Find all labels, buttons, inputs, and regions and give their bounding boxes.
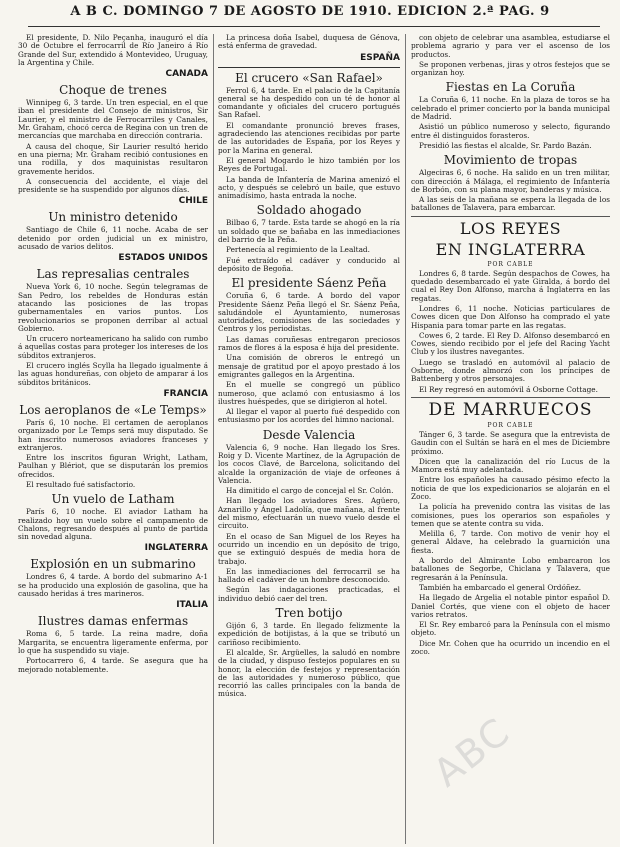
section-sublabel: POR CABLE bbox=[487, 421, 534, 429]
article-paragraph: Algeciras 6, 6 noche. Ha salido en un tren militar, con dirección á Málaga, el regimiento de Infantería de Borbón, con su plana mayor, banderas y música. bbox=[411, 168, 610, 194]
article-paragraph: Valencia 6, 9 noche. Han llegado los Sres. Roig y D. Vicente Martínez, de la Agrupación de los cocos Clavé, de Barcelona, solicitando del alcalde la organización de viaje de orfeones á Valencia. bbox=[218, 442, 400, 485]
article-paragraph: Una comisión de obreros le entregó un mensaje de gratitud por el apoyo prestado á los emigrantes gallegos en la Argentina. bbox=[218, 353, 400, 379]
column-2 bbox=[218, 34, 400, 844]
section-sublabel: POR CABLE bbox=[487, 260, 534, 268]
article-paragraph: Luego se trasladó en automóvil al palacio de Osborne, donde almorzó con los príncipes de Battenberg y otros personajes. bbox=[411, 357, 610, 384]
column-3 bbox=[411, 34, 610, 844]
article-paragraph: En el muelle se congregó un público numeroso, que aclamó con entusiasmo á los ilustres huéspedes, que se dirigieron al hotel. bbox=[218, 380, 400, 406]
article-headline: Ilustres damas enfermas bbox=[37, 614, 189, 629]
page-header bbox=[0, 4, 620, 26]
article-paragraph: Se proponen verbenas, jiras y otros festejos que se organizan hoy. bbox=[411, 59, 610, 78]
column-divider-2 bbox=[405, 34, 406, 844]
article-paragraph: A consecuencia del accidente, el viaje del presidente se ha suspendido por algunos días. bbox=[18, 176, 208, 195]
article-paragraph: El resultado fué satisfactorio. bbox=[26, 479, 136, 489]
article-headline: Soldado ahogado bbox=[256, 203, 362, 218]
section-rule bbox=[411, 397, 610, 398]
country-label: ITALIA bbox=[176, 600, 208, 611]
article-paragraph: Santiago de Chile 6, 11 noche. Acaba de ser detenido por orden judicial un ex ministro, acusado de varios delitos. bbox=[18, 225, 208, 252]
article-paragraph: A causa del choque, Sir Laurier resultó herido en una pierna; Mr. Graham recibió contusiones en una rodilla, y dos maquinistas resultaron gravemente heridos. bbox=[18, 141, 208, 176]
article-paragraph: A bordo del Almirante Lobo embarcaron los batallones de Segorbe, Chiclana y Talavera, que regresarán á la Península. bbox=[411, 556, 610, 582]
article-paragraph: con objeto de celebrar una asamblea, estudiarse el problema agrario y para ver el ascenso de los productos. bbox=[411, 34, 610, 59]
country-label: CANADA bbox=[165, 69, 208, 80]
article-paragraph: Dicen que la canalización del río Lucus de la Mamora está muy adelantada. bbox=[411, 456, 610, 475]
article-paragraph: Portocarrero 6, 4 tarde. Se asegura que ha mejorado notablemente. bbox=[18, 656, 208, 674]
section-rule bbox=[411, 216, 610, 217]
article-headline: Explosión en un submarino bbox=[30, 557, 196, 572]
article-paragraph: Fué extraído el cadáver y conducido al depósito de Begoña. bbox=[218, 255, 400, 273]
article-paragraph: Roma 6, 5 tarde. La reina madre, doña Margarita, se encuentra ligeramente enferma, por lo que ha suspendido su viaje. bbox=[18, 629, 208, 655]
article-paragraph: El alcalde, Sr. Argüelles, la saludó en nombre de la ciudad, y dispuso festejos populares en su honor, la elección de festejos y representación de las autoridades y numeroso público, que recorrió las calles principales con la banda de música. bbox=[218, 647, 400, 699]
article-headline: Movimiento de tropas bbox=[443, 153, 578, 168]
article-paragraph: Un crucero norteamericano ha salido con rumbo á aquellas costas para proteger los intereses de los súbditos extranjeros. bbox=[18, 334, 208, 360]
article-headline: Fiestas en La Coruña bbox=[445, 80, 576, 95]
header-rule bbox=[28, 26, 600, 27]
article-paragraph: Winnipeg 6, 3 tarde. Un tren especial, en el que iban el presidente del Consejo de ministros, Sir Laurier, y el ministro de Ferrocarriles y Canales, Mr. Graham, chocó cerca de Regina con un tren de mercancías que marchaba en dirección contraria. bbox=[18, 98, 208, 141]
country-label: ESPAÑA bbox=[360, 52, 400, 63]
article-paragraph: Ha dimitido el cargo de concejal el Sr. Colón. bbox=[226, 486, 394, 496]
article-headline: Desde Valencia bbox=[262, 427, 356, 442]
article-paragraph: Ha llegado de Argelia el notable pintor español D. Daniel Cortés, que viene con el objeto de hacer varios retratos. bbox=[411, 593, 610, 619]
column-divider-1 bbox=[213, 34, 214, 844]
country-label: CHILE bbox=[178, 196, 208, 207]
article-paragraph: El Sr. Rey embarcó para la Península con el mismo objeto. bbox=[411, 620, 610, 638]
article-paragraph: Londres 6, 8 tarde. Según despachos de Cowes, ha quedado desembarcado el yate Giralda, á bordo del cual el Rey Don Alfonso, marcha á Inglaterra en las regatas. bbox=[411, 268, 610, 303]
columns bbox=[18, 34, 610, 844]
article-headline: Un vuelo de Latham bbox=[51, 492, 175, 507]
article-paragraph: Coruña 6, 6 tarde. A bordo del vapor Presidente Sáenz Peña llegó el Sr. Sáenz Peña, saludándole el Ayuntamiento, numerosas autoridades, comisiones de las sociedades y Centros y los periodistas. bbox=[218, 291, 400, 334]
article-paragraph: La banda de Infantería de Marina amenizó el acto, y después se celebró un baile, que estuvo animadísimo, hasta entrada la noche. bbox=[218, 174, 400, 201]
article-paragraph: Han llegado los aviadores Sres. Agüero, Aznarillo y Ángel Ladolía, que mañana, al frente del mismo, efectuarán un nuevo vuelo desde el circuito. bbox=[218, 496, 400, 531]
article-paragraph: Tánger 6, 3 tarde. Se asegura que la entrevista de Gaudin con el Sultán se hará en el mes de Diciembre próximo. bbox=[411, 429, 610, 456]
article-headline: Tren botijo bbox=[275, 606, 343, 621]
article-paragraph: La princesa doña Isabel, duquesa de Génova, está enferma de gravedad. bbox=[218, 34, 400, 51]
section-rule bbox=[218, 67, 400, 68]
header-title: A B C. DOMINGO 7 DE AGOSTO DE 1910. EDICION 2.ª PAG. 9 bbox=[70, 4, 550, 19]
article-paragraph: En el ocaso de San Miguel de los Reyes ha ocurrido un incendio en un depósito de trigo, que se extinguió después de media hora de trabajo. bbox=[218, 531, 400, 566]
article-paragraph: Presidió las fiestas el alcalde, Sr. Pardo Bazán. bbox=[419, 140, 592, 150]
article-headline: Choque de trenes bbox=[59, 83, 167, 98]
article-paragraph: Londres 6, 4 tarde. A bordo del submarino A-1 se ha producido una explosión de gasolina, que ha causado heridas á tres marineros. bbox=[18, 572, 208, 599]
article-paragraph: La Coruña 6, 11 noche. En la plaza de toros se ha celebrado el primer concierto por la banda municipal de Madrid. bbox=[411, 95, 610, 122]
article-headline: Las represalias centrales bbox=[36, 267, 190, 282]
article-headline: El crucero «San Rafael» bbox=[235, 70, 383, 85]
article-paragraph: Entre los inscritos figuran Wright, Latham, Paulhan y Blériot, que se disputarán los premios ofrecidos. bbox=[18, 453, 208, 479]
article-paragraph: El Rey regresó en automóvil á Osborne Cottage. bbox=[419, 384, 598, 394]
country-label: INGLATERRA bbox=[144, 543, 208, 554]
article-paragraph: Melilla 6, 7 tarde. Con motivo de venir hoy el general Aldave, ha celebrado la guarnición una fiesta. bbox=[411, 529, 610, 555]
column-1 bbox=[18, 34, 208, 844]
article-paragraph: A las seis de la mañana se espera la llegada de los batallones de Talavera, para embarcar. bbox=[411, 195, 610, 213]
article-headline: Los aeroplanos de «Le Temps» bbox=[19, 402, 207, 417]
article-paragraph: Ferrol 6, 4 tarde. En el palacio de la Capitanía general se ha despedido con un té de honor al comandante y oficiales del crucero portugués San Rafael. bbox=[218, 85, 400, 120]
article-paragraph: Asistió un público numeroso y selecto, figurando entre él distinguidos forasteros. bbox=[411, 122, 610, 140]
article-paragraph: Dice Mr. Cohen que ha ocurrido un incendio en el zoco. bbox=[411, 638, 610, 657]
article-paragraph: Según las indagaciones practicadas, el individuo debió caer del tren. bbox=[218, 585, 400, 603]
country-label: ESTADOS UNIDOS bbox=[118, 253, 208, 264]
article-paragraph: Londres 6, 11 noche. Noticias particulares de Cowes dicen que Don Alfonso ha comprado el yate Hispania para tomar parte en las regatas. bbox=[411, 303, 610, 330]
article-paragraph: La policía ha prevenido contra las visitas de las comisiones, pues los operarios son españoles y temen que se atente contra su vida. bbox=[411, 502, 610, 528]
abc-watermark: ABC bbox=[425, 708, 519, 796]
country-label: FRANCIA bbox=[163, 388, 208, 399]
section-headline: DE MARRUECOS bbox=[428, 399, 593, 420]
article-paragraph: También ha embarcado el general Ordóñez. bbox=[419, 582, 582, 592]
article-paragraph: Bilbao 6, 7 tarde. Esta tarde se ahogó en la ría un soldado que se bañaba en las inmediaciones del barrio de la Peña. bbox=[218, 218, 400, 245]
article-paragraph: El general Mogardo le hizo también por los Reyes de Portugal. bbox=[218, 155, 400, 174]
article-paragraph: Gijón 6, 3 tarde. En llegado felizmente la expedición de botijistas, á la que se tributó un cariñoso recibimiento. bbox=[218, 621, 400, 647]
article-paragraph: Al llegar el vapor al puerto fué despedido con entusiasmo por los acordes del himno nacional. bbox=[218, 407, 400, 425]
article-paragraph: Nueva York 6, 10 noche. Según telegramas de San Pedro, los rebeldes de Honduras están atacando las posiciones de las tropas gubernamentales en varios puntos. Los revolucionarios se proponen derribar al actual Gobierno. bbox=[18, 282, 208, 333]
section-headline: EN INGLATERRA bbox=[435, 239, 586, 259]
article-paragraph: París 6, 10 noche. El certamen de aeroplanos organizado por Le Temps será muy disputado. Se han inscrito numerosos aviadores franceses y extranjeros. bbox=[18, 417, 208, 452]
article-paragraph: El crucero inglés Scylla ha llegado igualmente á las aguas hondureñas, con objeto de amparar á los súbditos británicos. bbox=[18, 361, 208, 387]
article-paragraph: En las inmediaciones del ferrocarril se ha hallado el cadáver de un hombre desconocido. bbox=[218, 566, 400, 585]
article-paragraph: París 6, 10 noche. El aviador Latham ha realizado hoy un vuelo sobre el campamento de Chalons, regresando después al punto de partida sin novedad alguna. bbox=[18, 507, 208, 542]
article-paragraph: Las damas coruñesas entregaron preciosos ramos de flores á la esposa é hija del presidente. bbox=[218, 334, 400, 353]
article-paragraph: El presidente, D. Nilo Peçanha, inauguró el día 30 de Octubre el ferrocarril de Río Janeiro á Río Grande del Sur, extendido á Montevideo, Uruguay, la Argentina y Chile. bbox=[18, 34, 208, 67]
article-headline: El presidente Sáenz Peña bbox=[231, 276, 387, 291]
article-paragraph: Pertenecía al regimiento de la Lealtad. bbox=[226, 245, 370, 255]
article-paragraph: Entre los españoles ha causado pésimo efecto la noticia de que los expedicionarios se alojarán en el Zoco. bbox=[411, 475, 610, 501]
article-headline: Un ministro detenido bbox=[48, 210, 178, 225]
article-paragraph: El comandante pronunció breves frases, agradeciendo las atenciones recibidas por parte de las autoridades de España, por los Reyes y por la Marina en general. bbox=[218, 120, 400, 155]
article-paragraph: Cowes 6, 2 tarde. El Rey D. Alfonso desembarcó en Cowes, siendo recibido por el jefe del Racing Yacht Club y los ilustres navegantes. bbox=[411, 330, 610, 357]
section-headline: LOS REYES bbox=[459, 218, 562, 238]
